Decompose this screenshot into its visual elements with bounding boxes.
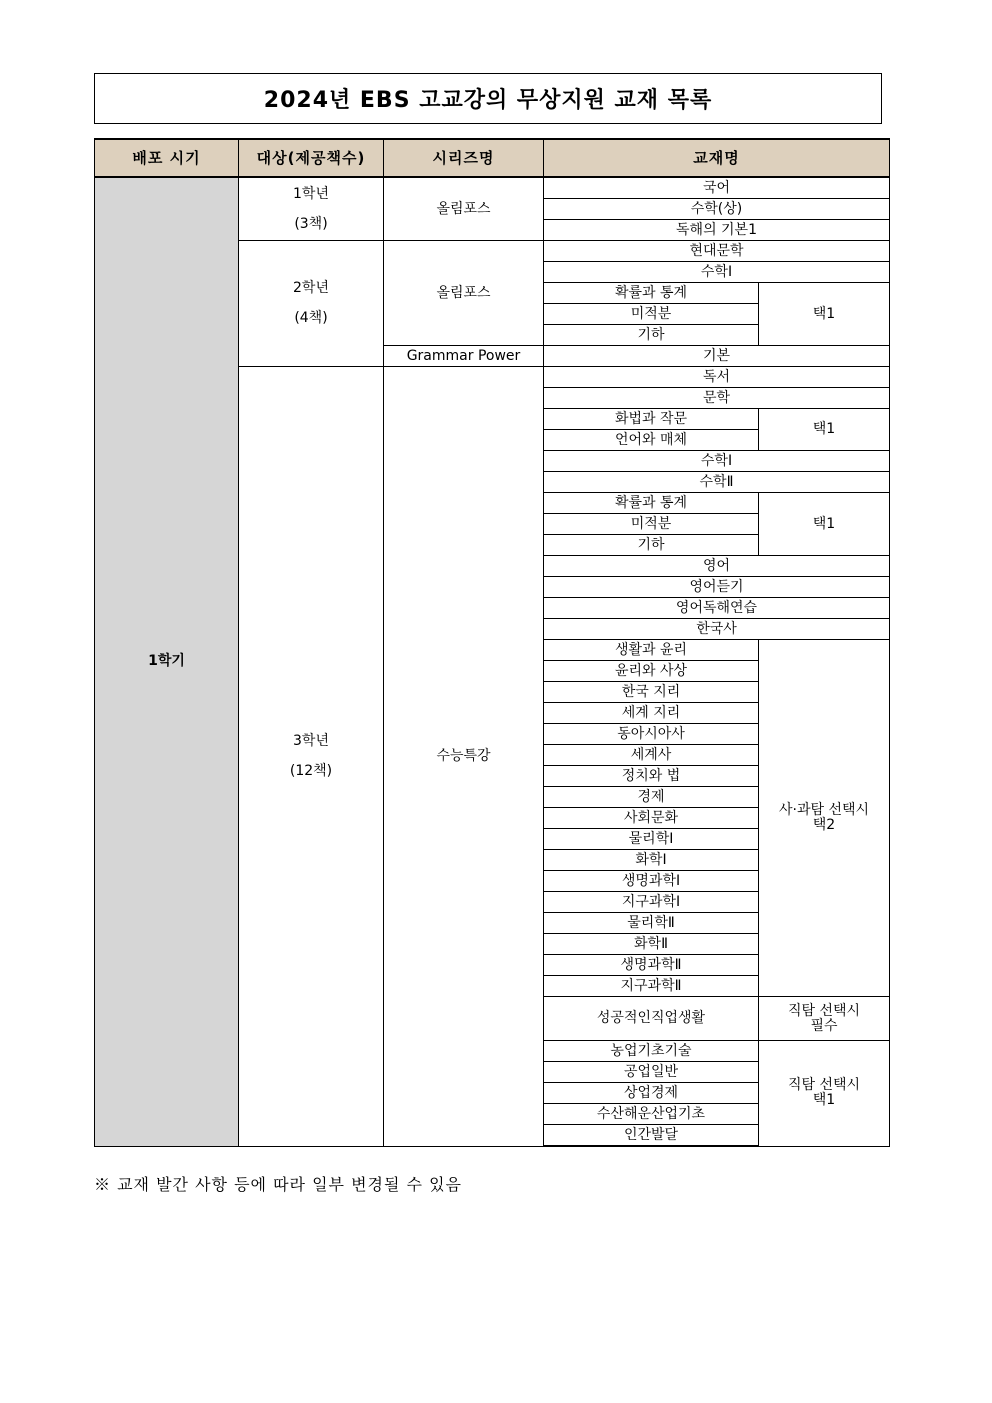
elective-note: 택1 (759, 493, 890, 556)
book-cell: 수학Ⅰ (544, 451, 890, 472)
elective-note (759, 640, 890, 997)
book-cell: 생명과학Ⅱ (544, 955, 759, 976)
vocational-note-rule: 택1 (812, 1092, 836, 1109)
period-cell: 1학기 (95, 177, 239, 1146)
book-cell: 정치와 법 (544, 766, 759, 787)
grade2-target (239, 241, 384, 367)
book-cell: 화학Ⅰ (544, 850, 759, 871)
inquiry-note-rule: 택2 (812, 817, 836, 833)
book-cell: 물리학Ⅰ (544, 829, 759, 850)
elective-note: 택1 (759, 283, 890, 346)
book-cell: 동아시아사 (544, 724, 759, 745)
grade2-target-grade: 2학년 (293, 280, 329, 296)
book-cell: 한국 지리 (544, 682, 759, 703)
book-cell: 영어듣기 (544, 577, 890, 598)
grade2-target-count: (4책) (294, 310, 328, 326)
book-cell: 세계사 (544, 745, 759, 766)
page-title: 2024년 EBS 고교강의 무상지원 교재 목록 (94, 73, 882, 124)
elective-note (759, 997, 890, 1041)
book-cell: 생활과 윤리 (544, 640, 759, 661)
table-row (95, 177, 890, 199)
elective-note (759, 1041, 890, 1147)
book-cell: 확률과 통계 (544, 493, 759, 514)
table-header-row (95, 139, 890, 177)
book-cell: 화학Ⅱ (544, 934, 759, 955)
book-cell: 확률과 통계 (544, 283, 759, 304)
book-cell: 수학Ⅰ (544, 262, 890, 283)
header-series: 시리즈명 (384, 139, 544, 177)
book-cell: 세계 지리 (544, 703, 759, 724)
book-cell: 상업경제 (544, 1083, 759, 1104)
grade3-target-grade: 3학년 (293, 732, 329, 749)
grade3-series: 수능특강 (384, 367, 544, 1147)
book-cell: 성공적인직업생활 (544, 997, 759, 1041)
header-target: 대상(제공책수) (239, 139, 384, 177)
book-cell: 미적분 (544, 304, 759, 325)
book-cell: 수산해운산업기초 (544, 1104, 759, 1125)
book-cell: 문학 (544, 388, 890, 409)
book-cell: 한국사 (544, 619, 890, 640)
grade1-target-count: (3책) (294, 215, 328, 232)
book-cell: 독해의 기본1 (544, 220, 890, 241)
vocational-required-rule: 필수 (810, 1017, 838, 1034)
vocational-note-condition: 직탐 선택시 (787, 1077, 861, 1094)
book-cell: 기하 (544, 325, 759, 346)
book-cell: 독서 (544, 367, 890, 388)
grade1-target (239, 177, 384, 241)
book-cell: 언어와 매체 (544, 430, 759, 451)
footnote: ※ 교재 발간 사항 등에 따라 일부 변경될 수 있음 (94, 1175, 462, 1194)
book-cell: 영어독해연습 (544, 598, 890, 619)
book-cell: 기본 (544, 346, 890, 367)
vocational-required-condition: 직탐 선택시 (787, 1002, 861, 1019)
book-cell: 인간발달 (544, 1125, 759, 1147)
book-cell: 현대문학 (544, 241, 890, 262)
book-cell: 지구과학Ⅱ (544, 976, 759, 997)
grade2-series: 올림포스 (384, 241, 544, 346)
book-cell: 경제 (544, 787, 759, 808)
book-cell: 공업일반 (544, 1062, 759, 1083)
book-cell: 미적분 (544, 514, 759, 535)
book-cell: 물리학Ⅱ (544, 913, 759, 934)
book-cell: 수학Ⅱ (544, 472, 890, 493)
grade3-target-count: (12책) (289, 762, 333, 779)
book-cell: 국어 (544, 177, 890, 199)
book-cell: 지구과학Ⅰ (544, 892, 759, 913)
book-cell: 영어 (544, 556, 890, 577)
header-book: 교재명 (544, 139, 890, 177)
book-cell: 생명과학Ⅰ (544, 871, 759, 892)
book-cell: 수학(상) (544, 199, 890, 220)
grade3-target (239, 367, 384, 1147)
grade1-series: 올림포스 (384, 177, 544, 241)
elective-note: 택1 (759, 409, 890, 451)
header-period: 배포 시기 (95, 139, 239, 177)
inquiry-note-condition: 사·과탐 선택시 (778, 802, 870, 818)
book-cell: 윤리와 사상 (544, 661, 759, 682)
grade1-target-grade: 1학년 (293, 185, 329, 202)
book-cell: 사회문화 (544, 808, 759, 829)
grade2-series2: Grammar Power (384, 346, 544, 367)
book-cell: 농업기초기술 (544, 1041, 759, 1062)
textbook-table (94, 138, 890, 1147)
book-cell: 기하 (544, 535, 759, 556)
book-cell: 화법과 작문 (544, 409, 759, 430)
